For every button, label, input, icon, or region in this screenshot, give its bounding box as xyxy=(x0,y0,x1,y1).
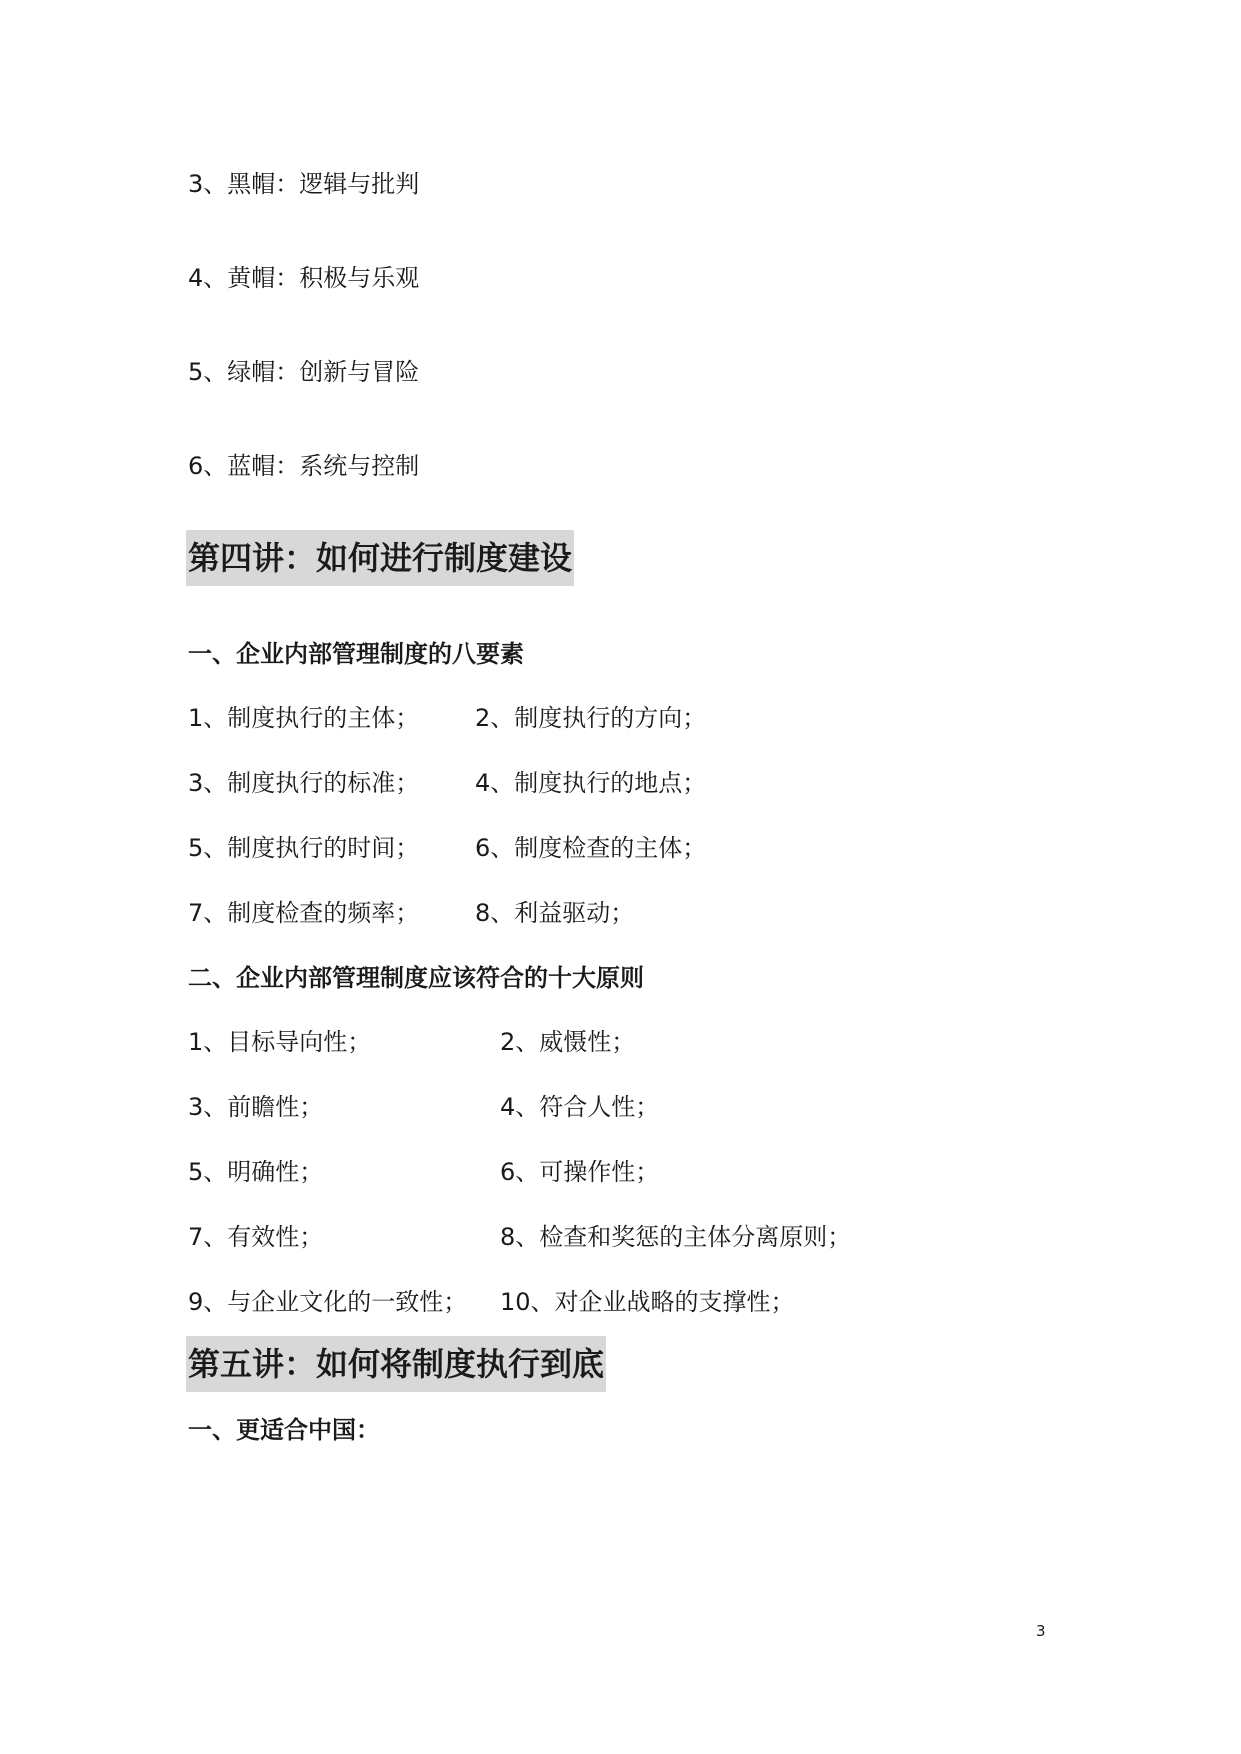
lecture4-heading: 第四讲：如何进行制度建设 xyxy=(186,530,574,586)
principle-item: 7、有效性； xyxy=(188,1223,324,1251)
lecture5-heading: 第五讲：如何将制度执行到底 xyxy=(186,1336,606,1392)
element-item: 4、制度执行的地点； xyxy=(475,769,707,797)
section-heading: 一、企业内部管理制度的八要素 xyxy=(188,640,524,668)
principle-item: 9、与企业文化的一致性； xyxy=(188,1288,468,1316)
element-item: 7、制度检查的频率； xyxy=(188,899,420,927)
principle-item: 3、前瞻性； xyxy=(188,1093,324,1121)
principle-item: 8、检查和奖惩的主体分离原则； xyxy=(500,1223,852,1251)
principle-item: 1、目标导向性； xyxy=(188,1028,372,1056)
section-heading: 二、企业内部管理制度应该符合的十大原则 xyxy=(188,964,644,992)
list-item: 3、黑帽：逻辑与批判 xyxy=(188,170,420,198)
element-item: 8、利益驱动； xyxy=(475,899,635,927)
principle-item: 4、符合人性； xyxy=(500,1093,660,1121)
list-item: 6、蓝帽：系统与控制 xyxy=(188,452,420,480)
list-item: 5、绿帽：创新与冒险 xyxy=(188,358,420,386)
page-number: 3 xyxy=(1036,1622,1046,1640)
element-item: 2、制度执行的方向； xyxy=(475,704,707,732)
element-item: 6、制度检查的主体； xyxy=(475,834,707,862)
principle-item: 6、可操作性； xyxy=(500,1158,660,1186)
element-item: 1、制度执行的主体； xyxy=(188,704,420,732)
principle-item: 5、明确性； xyxy=(188,1158,324,1186)
principle-item: 2、威慑性； xyxy=(500,1028,636,1056)
principle-item: 10、对企业战略的支撑性； xyxy=(500,1288,795,1316)
element-item: 3、制度执行的标准； xyxy=(188,769,420,797)
list-item: 4、黄帽：积极与乐观 xyxy=(188,264,420,292)
element-item: 5、制度执行的时间； xyxy=(188,834,420,862)
section-heading: 一、更适合中国： xyxy=(188,1416,380,1444)
